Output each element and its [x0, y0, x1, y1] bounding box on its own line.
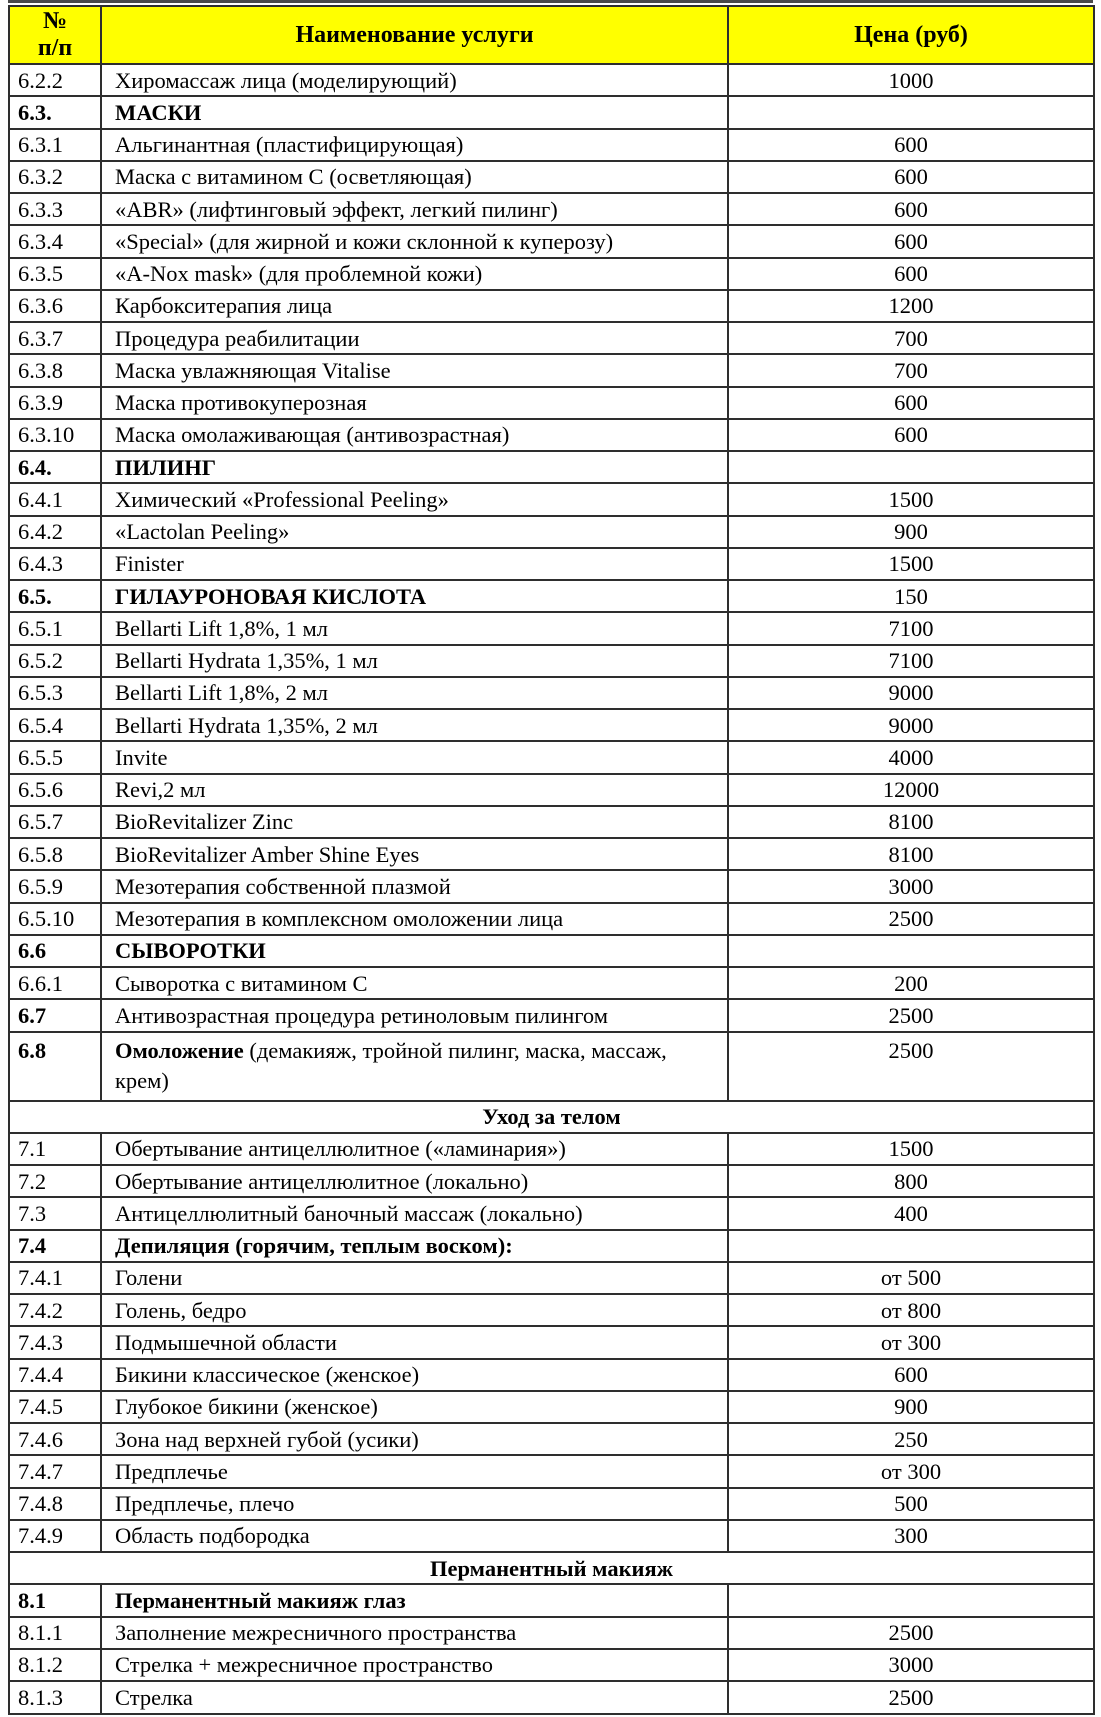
- service-row: [9, 1455, 1094, 1487]
- service-row: [9, 290, 1094, 322]
- service-name: Invite: [101, 741, 728, 773]
- service-price: 1200: [728, 290, 1094, 322]
- service-name: Перманентный макияж глаз: [101, 1584, 728, 1616]
- service-number: 6.5.2: [9, 645, 101, 677]
- service-row: [9, 709, 1094, 741]
- service-number: 6.5.: [9, 580, 101, 612]
- table-header: [9, 6, 1094, 64]
- group-title: Перманентный макияж: [9, 1552, 1094, 1584]
- service-row: [9, 483, 1094, 515]
- service-name: ГИЛАУРОНОВАЯ КИСЛОТА: [101, 580, 728, 612]
- service-name: Маска противокуперозная: [101, 387, 728, 419]
- service-price: 600: [728, 1359, 1094, 1391]
- service-name: BioRevitalizer Zinc: [101, 806, 728, 838]
- section-row: [9, 96, 1094, 128]
- previous-row-remnant-line: [8, 0, 1093, 3]
- service-row: [9, 225, 1094, 257]
- service-name: Bellarti Lift 1,8%, 2 мл: [101, 677, 728, 709]
- service-row: [9, 1649, 1094, 1681]
- service-price: 200: [728, 967, 1094, 999]
- service-name: Маска омолаживающая (антивозрастная): [101, 419, 728, 451]
- service-number: 6.6: [9, 935, 101, 967]
- service-row: [9, 1617, 1094, 1649]
- service-price: 1000: [728, 64, 1094, 96]
- service-price: от 300: [728, 1455, 1094, 1487]
- table-header-row: [9, 6, 1094, 64]
- service-name: Маска увлажняющая Vitalise: [101, 354, 728, 386]
- column-header-service: Наименование услуги: [101, 6, 728, 64]
- table-body: [9, 64, 1094, 1714]
- service-price: 600: [728, 193, 1094, 225]
- service-row: [9, 1423, 1094, 1455]
- section-row: [9, 580, 1094, 612]
- service-name: Заполнение межресничного пространства: [101, 1617, 728, 1649]
- service-number: 7.4.3: [9, 1326, 101, 1358]
- service-row: [9, 838, 1094, 870]
- service-number: 7.4.7: [9, 1455, 101, 1487]
- service-number: 8.1.1: [9, 1617, 101, 1649]
- service-price: 600: [728, 419, 1094, 451]
- service-number: 6.4.1: [9, 483, 101, 515]
- service-number: 7.4.4: [9, 1359, 101, 1391]
- service-row: [9, 903, 1094, 935]
- service-name: Голень, бедро: [101, 1294, 728, 1326]
- service-price: 900: [728, 516, 1094, 548]
- service-price: 1500: [728, 483, 1094, 515]
- service-row: [9, 1359, 1094, 1391]
- service-price: 400: [728, 1197, 1094, 1229]
- service-name: Bellarti Lift 1,8%, 1 мл: [101, 612, 728, 644]
- service-name: Подмышечной области: [101, 1326, 728, 1358]
- service-price: от 500: [728, 1262, 1094, 1294]
- service-number: 7.2: [9, 1165, 101, 1197]
- group-header-row: [9, 1552, 1094, 1584]
- service-price: 300: [728, 1520, 1094, 1552]
- service-number: 6.3.: [9, 96, 101, 128]
- service-number: 7.4.8: [9, 1488, 101, 1520]
- service-name: Мезотерапия собственной плазмой: [101, 870, 728, 902]
- service-name: Обертывание антицеллюлитное (локально): [101, 1165, 728, 1197]
- service-number: 7.4: [9, 1230, 101, 1262]
- service-number: 6.3.3: [9, 193, 101, 225]
- service-name: Хиромассаж лица (моделирующий): [101, 64, 728, 96]
- service-name: BioRevitalizer Amber Shine Eyes: [101, 838, 728, 870]
- service-price: 2500: [728, 1617, 1094, 1649]
- service-name: Маска с витамином С (осветляющая): [101, 161, 728, 193]
- service-row: [9, 1133, 1094, 1165]
- service-name: Обертывание антицеллюлитное («ламинария»): [101, 1133, 728, 1165]
- service-number: 6.5.3: [9, 677, 101, 709]
- service-price: 2500: [728, 903, 1094, 935]
- column-header-number-line2: п/п: [37, 35, 73, 61]
- service-row: [9, 258, 1094, 290]
- service-row: [9, 64, 1094, 96]
- service-row: [9, 387, 1094, 419]
- service-row: [9, 1294, 1094, 1326]
- service-name: «ABR» (лифтинговый эффект, легкий пилинг): [101, 193, 728, 225]
- service-name: Сыворотка с витамином С: [101, 967, 728, 999]
- service-price: 600: [728, 258, 1094, 290]
- service-price: 700: [728, 322, 1094, 354]
- service-name: Голени: [101, 1262, 728, 1294]
- service-name: Предплечье, плечо: [101, 1488, 728, 1520]
- service-number: 7.4.6: [9, 1423, 101, 1455]
- service-number: 6.5.10: [9, 903, 101, 935]
- service-name: Bellarti Hydrata 1,35%, 2 мл: [101, 709, 728, 741]
- service-price: 1500: [728, 1133, 1094, 1165]
- service-name: Глубокое бикини (женское): [101, 1391, 728, 1423]
- service-number: 7.4.5: [9, 1391, 101, 1423]
- service-row: [9, 999, 1094, 1031]
- service-price: 800: [728, 1165, 1094, 1197]
- service-number: 6.5.6: [9, 774, 101, 806]
- service-number: 6.5.1: [9, 612, 101, 644]
- service-price: от 800: [728, 1294, 1094, 1326]
- service-number: 6.3.9: [9, 387, 101, 419]
- service-row: [9, 193, 1094, 225]
- service-row: [9, 1197, 1094, 1229]
- service-price: 2500: [728, 1032, 1094, 1101]
- service-number: 6.5.5: [9, 741, 101, 773]
- service-row: [9, 322, 1094, 354]
- service-row: [9, 645, 1094, 677]
- service-number: 6.6.1: [9, 967, 101, 999]
- service-number: 6.3.4: [9, 225, 101, 257]
- service-name: Мезотерапия в комплексном омоложении лица: [101, 903, 728, 935]
- service-price: [728, 451, 1094, 483]
- column-header-price: Цена (руб): [728, 6, 1094, 64]
- service-price: 1500: [728, 548, 1094, 580]
- service-name: Антивозрастная процедура ретиноловым пилингом: [101, 999, 728, 1031]
- service-number: 6.4.3: [9, 548, 101, 580]
- service-number: 8.1.3: [9, 1681, 101, 1714]
- service-price: 250: [728, 1423, 1094, 1455]
- service-price: 8100: [728, 806, 1094, 838]
- service-number: 8.1.2: [9, 1649, 101, 1681]
- service-name: Зона над верхней губой (усики): [101, 1423, 728, 1455]
- service-name: МАСКИ: [101, 96, 728, 128]
- service-name: Депиляция (горячим, теплым воском):: [101, 1230, 728, 1262]
- service-row: [9, 161, 1094, 193]
- service-row: [9, 677, 1094, 709]
- service-number: 6.8: [9, 1032, 101, 1101]
- service-price: 7100: [728, 645, 1094, 677]
- service-number: 6.4.2: [9, 516, 101, 548]
- section-row: [9, 1584, 1094, 1616]
- service-name: Bellarti Hydrata 1,35%, 1 мл: [101, 645, 728, 677]
- service-row: [9, 774, 1094, 806]
- group-title: Уход за телом: [9, 1101, 1094, 1133]
- service-number: 6.5.7: [9, 806, 101, 838]
- service-name: «Special» (для жирной и кожи склонной к куперозу): [101, 225, 728, 257]
- section-row: [9, 935, 1094, 967]
- service-price: 600: [728, 387, 1094, 419]
- column-header-number-line1: №: [42, 8, 68, 34]
- service-row: [9, 1262, 1094, 1294]
- service-row: [9, 1391, 1094, 1423]
- service-name: Химический «Professional Peeling»: [101, 483, 728, 515]
- service-row: [9, 1032, 1094, 1101]
- service-number: 6.3.5: [9, 258, 101, 290]
- service-price: 150: [728, 580, 1094, 612]
- service-name: Бикини классическое (женское): [101, 1359, 728, 1391]
- column-header-number: [9, 6, 101, 64]
- service-price: 12000: [728, 774, 1094, 806]
- service-number: 6.3.2: [9, 161, 101, 193]
- service-number: 6.5.4: [9, 709, 101, 741]
- service-number: 6.3.10: [9, 419, 101, 451]
- service-price: 9000: [728, 677, 1094, 709]
- service-name: Карбокситерапия лица: [101, 290, 728, 322]
- service-price: 9000: [728, 709, 1094, 741]
- service-name: Revi,2 мл: [101, 774, 728, 806]
- service-number: 6.3.6: [9, 290, 101, 322]
- service-name: «A-Nox mask» (для проблемной кожи): [101, 258, 728, 290]
- service-price: 900: [728, 1391, 1094, 1423]
- service-price: [728, 1584, 1094, 1616]
- group-header-row: [9, 1101, 1094, 1133]
- service-number: 6.5.9: [9, 870, 101, 902]
- service-price: 600: [728, 225, 1094, 257]
- service-price: 7100: [728, 612, 1094, 644]
- service-name: «Lactolan Peeling»: [101, 516, 728, 548]
- service-number: 6.5.8: [9, 838, 101, 870]
- service-number: 7.4.9: [9, 1520, 101, 1552]
- service-name: Предплечье: [101, 1455, 728, 1487]
- service-number: 6.3.1: [9, 129, 101, 161]
- service-row: [9, 354, 1094, 386]
- service-number: 6.2.2: [9, 64, 101, 96]
- service-price: 600: [728, 161, 1094, 193]
- service-row: [9, 1681, 1094, 1714]
- service-price: [728, 1230, 1094, 1262]
- service-name: СЫВОРОТКИ: [101, 935, 728, 967]
- service-price: 500: [728, 1488, 1094, 1520]
- service-price: 3000: [728, 1649, 1094, 1681]
- service-price: [728, 96, 1094, 128]
- service-row: [9, 419, 1094, 451]
- service-number: 8.1: [9, 1584, 101, 1616]
- service-row: [9, 741, 1094, 773]
- service-name: Стрелка + межресничное пространство: [101, 1649, 728, 1681]
- service-row: [9, 1520, 1094, 1552]
- service-name: Стрелка: [101, 1681, 728, 1714]
- service-price: 600: [728, 129, 1094, 161]
- service-name: Область подбородка: [101, 1520, 728, 1552]
- service-number: 6.4.: [9, 451, 101, 483]
- price-list-table: [8, 5, 1095, 1715]
- service-price: 4000: [728, 741, 1094, 773]
- service-number: 7.4.2: [9, 1294, 101, 1326]
- service-price: 3000: [728, 870, 1094, 902]
- service-row: [9, 1165, 1094, 1197]
- service-row: [9, 870, 1094, 902]
- service-name: Процедура реабилитации: [101, 322, 728, 354]
- service-name: Finister: [101, 548, 728, 580]
- service-price: [728, 935, 1094, 967]
- service-row: [9, 967, 1094, 999]
- service-name: Антицеллюлитный баночный массаж (локально): [101, 1197, 728, 1229]
- service-number: 6.3.8: [9, 354, 101, 386]
- service-price: 700: [728, 354, 1094, 386]
- service-price: 2500: [728, 999, 1094, 1031]
- service-row: [9, 1326, 1094, 1358]
- service-row: [9, 516, 1094, 548]
- service-row: [9, 806, 1094, 838]
- service-name: ПИЛИНГ: [101, 451, 728, 483]
- service-row: [9, 548, 1094, 580]
- service-row: [9, 129, 1094, 161]
- service-number: 6.7: [9, 999, 101, 1031]
- service-number: 7.1: [9, 1133, 101, 1165]
- service-price: от 300: [728, 1326, 1094, 1358]
- service-number: 7.4.1: [9, 1262, 101, 1294]
- service-row: [9, 1488, 1094, 1520]
- service-price: 8100: [728, 838, 1094, 870]
- section-row: [9, 451, 1094, 483]
- service-number: 7.3: [9, 1197, 101, 1229]
- service-row: [9, 612, 1094, 644]
- service-number: 6.3.7: [9, 322, 101, 354]
- service-price: 2500: [728, 1681, 1094, 1714]
- section-row: [9, 1230, 1094, 1262]
- service-name: Альгинантная (пластифицирующая): [101, 129, 728, 161]
- service-name: Омоложение (демакияж, тройной пилинг, маска, массаж, крем): [101, 1032, 728, 1101]
